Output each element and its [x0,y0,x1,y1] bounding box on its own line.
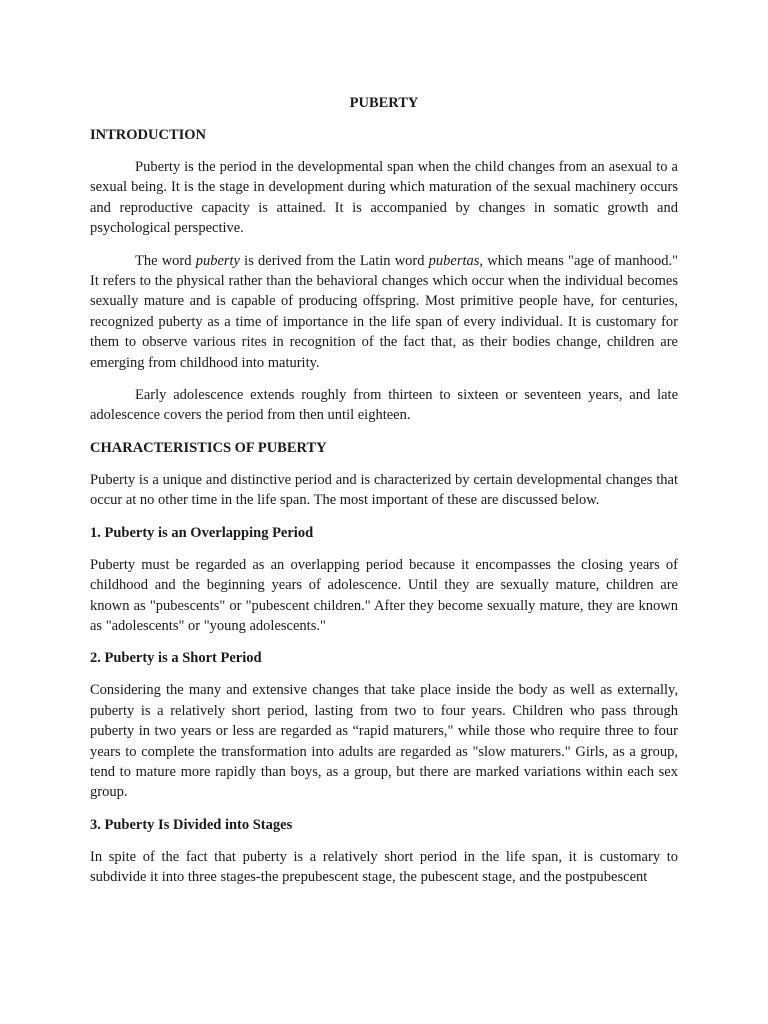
section-1-heading: 1. Puberty is an Overlapping Period [90,524,314,541]
p2-text-c: which means "age of manhood." It refers to the physical rather than the behavioral changes which occur when the individual becomes sexually mature and is capable of producing offspring. Most primitive people have, for centuries, recognized puberty as a time of importance in the life span of every individual. It is customary for them to observe various rites in recognition of the fact that, as their bodies change, children are emerging from childhood into maturity. [90,252,679,371]
characteristics-intro: Puberty is a unique and distinctive period and is characterized by certain developmental changes that occur at no other time in the life span. The most important of these are discussed below. [90,471,678,509]
section-3-text: In spite of the fact that puberty is a relatively short period in the life span, it is customary to subdivide it into three stages-the prepubescent stage, the pubescent stage, and the postpubescent [90,848,678,886]
introduction-heading: INTRODUCTION [90,127,207,143]
characteristics-heading: CHARACTERISTICS OF PUBERTY [90,439,327,456]
term-pubertas: pubertas, [428,252,484,269]
section-1-text: Puberty must be regarded as an overlapping period because it encompasses the closing years of childhood and the beginning years of adolescence. Until they are sexually mature, children are known as "pubescents" or "pubescent children." After they become sexually mature, they are known as "adolescents" or "young adolescents." [90,556,678,634]
p2-text-b: is derived from the Latin word [240,252,429,269]
section-3-heading: 3. Puberty Is Divided into Stages [90,816,293,833]
section-2-heading: 2. Puberty is a Short Period [90,650,262,667]
introduction-paragraph-2 [90,251,678,373]
introduction-paragraph-3: Early adolescence extends roughly from thirteen to sixteen or seventeen years, and late adolescence covers the period from then until eighteen. [90,387,678,424]
p2-text-a: The word [135,252,196,269]
page-title: PUBERTY [349,95,419,111]
term-puberty: puberty [195,252,240,269]
introduction-paragraph-1: Puberty is the period in the developmental span when the child changes from an asexual to a sexual being. It is the stage in development during which maturation of the sexual machinery occurs and reproductive capacity is attained. It is accompanied by changes in somatic growth and psychological perspective. [90,159,678,237]
section-2-text: Considering the many and extensive changes that take place inside the body as well as externally, puberty is a relatively short period, lasting from two to four years. Children who pass through puberty in two years or less are regarded as “rapid maturers," while those who require three to four years to complete the transformation into adults are regarded as "slow maturers." Girls, as a group, tend to mature more rapidly than boys, as a group, but there are marked variations within each sex group. [90,682,678,801]
